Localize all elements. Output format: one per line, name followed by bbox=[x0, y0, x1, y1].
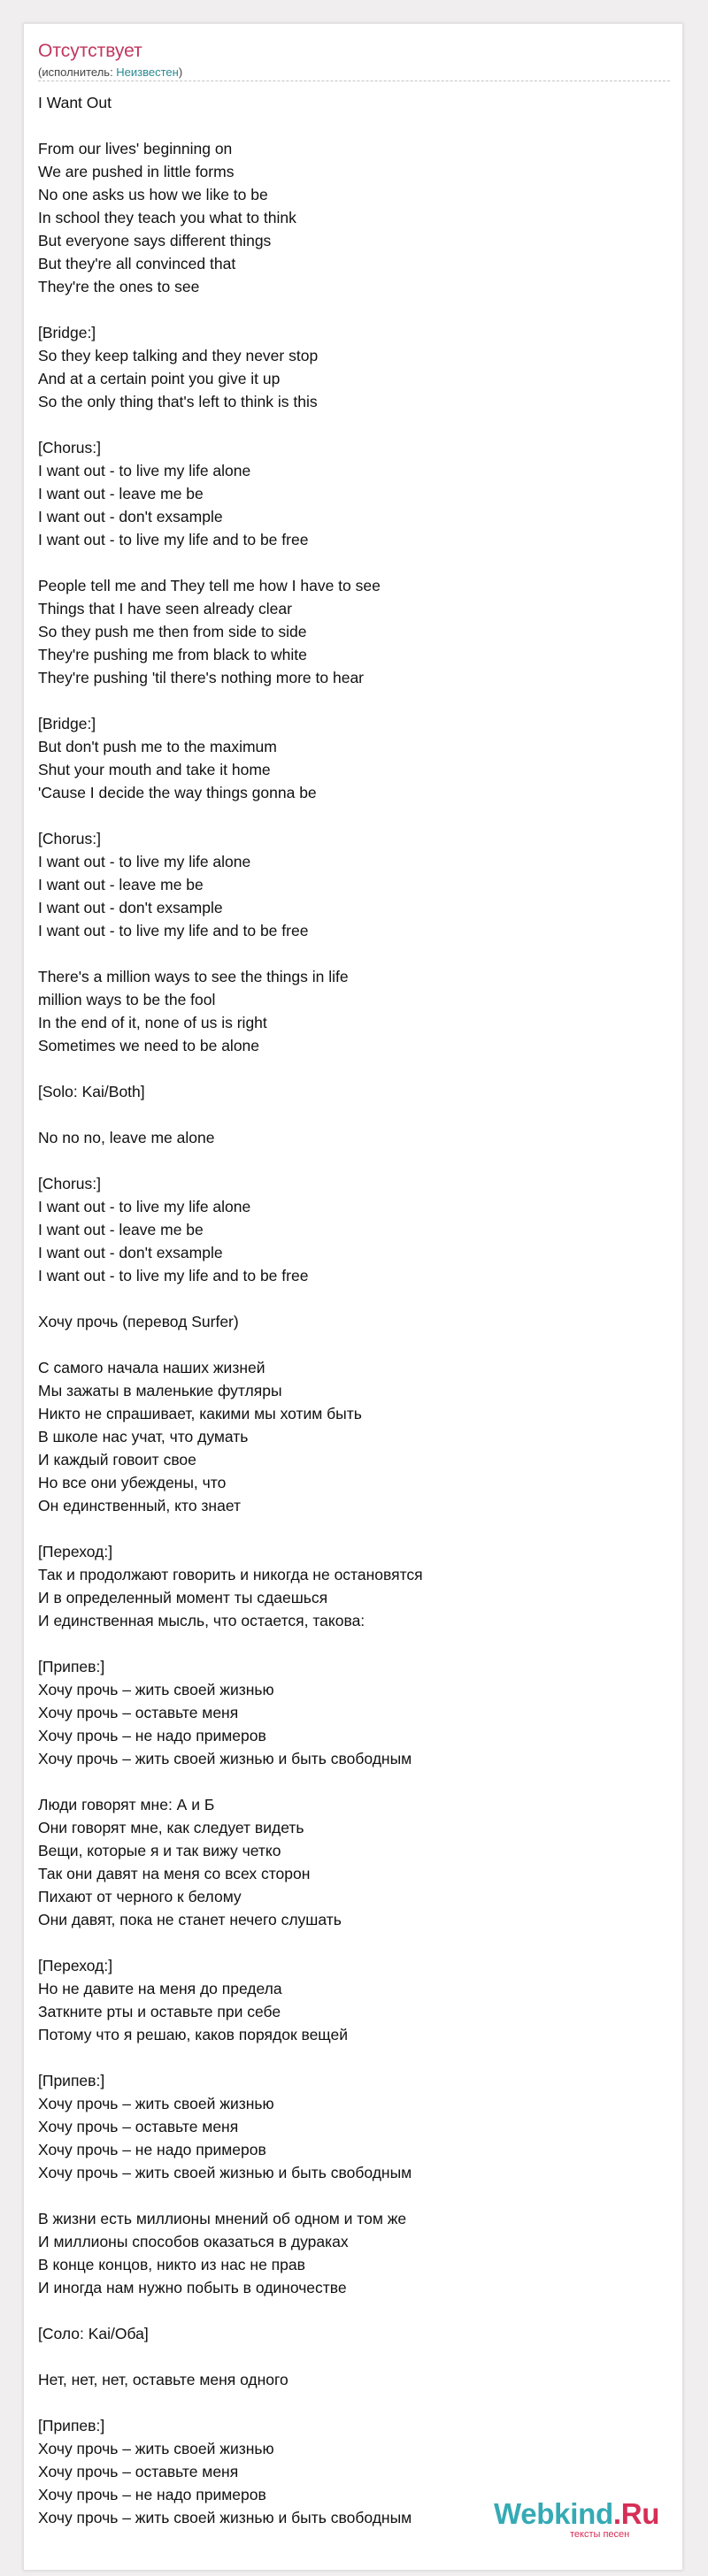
lyric-line: Хочу прочь – жить своей жизнью и быть свободным bbox=[38, 1750, 412, 1767]
song-title: Отсутствует bbox=[38, 41, 142, 61]
lyric-line: I want out - to live my life alone bbox=[38, 853, 251, 870]
lyric-line: I want out - to live my life alone bbox=[38, 462, 251, 479]
lyric-line: People tell me and They tell me how I have to see bbox=[38, 577, 381, 594]
lyric-line: И иногда нам нужно побыть в одиночестве bbox=[38, 2279, 347, 2296]
lyric-line: Они давят, пока не станет нечего слушать bbox=[38, 1911, 342, 1928]
artist-line bbox=[38, 65, 182, 80]
lyric-line: [Chorus:] bbox=[38, 439, 101, 456]
lyric-line: Things that I have seen already clear bbox=[38, 600, 292, 617]
lyric-line: Так они давят на меня со всех сторон bbox=[38, 1865, 311, 1882]
lyric-line: С самого начала наших жизней bbox=[38, 1359, 266, 1376]
lyric-blank-line bbox=[38, 2391, 670, 2414]
lyric-line: Хочу прочь – оставьте меня bbox=[38, 2463, 239, 2480]
lyric-line: И каждый говоит свое bbox=[38, 1451, 196, 1468]
lyrics-card bbox=[23, 23, 683, 2571]
webkind-logo[interactable] bbox=[494, 2496, 697, 2549]
lyric-line: No no no, leave me alone bbox=[38, 1129, 215, 1146]
lyric-line: [Припев:] bbox=[38, 1658, 105, 1675]
lyrics-text bbox=[38, 91, 670, 2529]
artist-suffix: ) bbox=[178, 65, 183, 79]
lyric-line: But they're all convinced that bbox=[38, 255, 236, 272]
lyric-line: So they keep talking and they never stop bbox=[38, 347, 319, 364]
lyric-line: From our lives' beginning on bbox=[38, 140, 233, 157]
lyric-line: Но не давите на меня до предела bbox=[38, 1980, 282, 1997]
lyric-line: I want out - to live my life alone bbox=[38, 1198, 251, 1215]
lyric-line: И миллионы способов оказаться в дураках bbox=[38, 2233, 349, 2250]
lyric-line: So they push me then from side to side bbox=[38, 623, 307, 640]
lyric-line: They're the ones to see bbox=[38, 278, 200, 295]
lyric-line: I want out - don't exsample bbox=[38, 1244, 223, 1261]
lyric-line: [Bridge:] bbox=[38, 324, 96, 341]
logo-name: Webkind bbox=[494, 2497, 613, 2530]
lyric-line: I Want Out bbox=[38, 94, 112, 111]
lyric-blank-line bbox=[38, 2184, 670, 2207]
lyric-line: Shut your mouth and take it home bbox=[38, 761, 271, 778]
lyric-line: Вещи, которые я и так вижу четко bbox=[38, 1842, 281, 1859]
lyric-line: [Chorus:] bbox=[38, 1175, 101, 1192]
lyric-line: I want out - leave me be bbox=[38, 485, 204, 502]
lyric-line: There's a million ways to see the things in life bbox=[38, 968, 349, 985]
lyric-line: In the end of it, none of us is right bbox=[38, 1014, 267, 1031]
lyric-line: And at a certain point you give it up bbox=[38, 370, 281, 387]
lyric-line: Хочу прочь (перевод Surfer) bbox=[38, 1313, 239, 1330]
lyric-line: Так и продолжают говорить и никогда не остановятся bbox=[38, 1566, 423, 1583]
lyric-blank-line bbox=[38, 413, 670, 436]
lyric-line: Хочу прочь – оставьте меня bbox=[38, 1704, 239, 1721]
lyric-blank-line bbox=[38, 804, 670, 827]
lyric-line: В жизни есть миллионы мнений об одном и том же bbox=[38, 2210, 407, 2227]
artist-link[interactable]: Неизвестен bbox=[116, 65, 179, 79]
lyric-blank-line bbox=[38, 1517, 670, 1540]
lyric-line: [Bridge:] bbox=[38, 715, 96, 732]
lyric-line: [Chorus:] bbox=[38, 830, 101, 847]
lyric-line: They're pushing 'til there's nothing more to hear bbox=[38, 669, 365, 686]
lyric-blank-line bbox=[38, 1287, 670, 1310]
lyric-line: Хочу прочь – жить своей жизнью bbox=[38, 2440, 274, 2457]
lyric-line: million ways to be the fool bbox=[38, 991, 216, 1008]
logo-tagline: тексты песен bbox=[570, 2529, 630, 2540]
lyric-line: [Переход:] bbox=[38, 1957, 113, 1974]
lyric-blank-line bbox=[38, 1057, 670, 1080]
lyric-blank-line bbox=[38, 2299, 670, 2322]
lyric-line: I want out - to live my life and to be free bbox=[38, 922, 309, 939]
lyric-line: Заткните рты и оставьте при себе bbox=[38, 2003, 281, 2020]
lyric-blank-line bbox=[38, 1103, 670, 1126]
lyric-line: I want out - leave me be bbox=[38, 1221, 204, 1238]
lyric-blank-line bbox=[38, 942, 670, 965]
logo-dot: . bbox=[612, 2497, 621, 2530]
lyric-line: Никто не спрашивает, какими мы хотим быть bbox=[38, 1405, 362, 1422]
lyric-blank-line bbox=[38, 298, 670, 321]
lyric-blank-line bbox=[38, 551, 670, 574]
lyric-line: I want out - don't exsample bbox=[38, 508, 223, 525]
lyric-line: Хочу прочь – жить своей жизнью и быть свободным bbox=[38, 2509, 412, 2526]
lyric-line: [Припев:] bbox=[38, 2417, 105, 2434]
lyric-line: I want out - to live my life and to be free bbox=[38, 1267, 309, 1284]
lyric-line: I want out - leave me be bbox=[38, 876, 204, 893]
lyric-line: But everyone says different things bbox=[38, 232, 272, 249]
lyric-blank-line bbox=[38, 2046, 670, 2069]
lyric-line: In school they teach you what to think bbox=[38, 209, 296, 226]
lyric-line: Хочу прочь – не надо примеров bbox=[38, 1727, 266, 1744]
lyric-blank-line bbox=[38, 2345, 670, 2368]
lyric-line: И единственная мысль, что остается, такова: bbox=[38, 1612, 366, 1629]
lyric-line: They're pushing me from black to white bbox=[38, 646, 307, 663]
lyric-line: Но все они убеждены, что bbox=[38, 1474, 227, 1491]
lyric-blank-line bbox=[38, 1632, 670, 1655]
lyric-line: Он единственный, кто знает bbox=[38, 1497, 241, 1514]
artist-prefix: (исполнитель: bbox=[38, 65, 117, 79]
lyric-line: No one asks us how we like to be bbox=[38, 186, 268, 203]
lyric-line: I want out - don't exsample bbox=[38, 899, 223, 916]
lyric-line: So the only thing that's left to think is this bbox=[38, 393, 318, 410]
lyric-line: [Припев:] bbox=[38, 2072, 105, 2089]
lyric-line: [Соло: Kai/Оба] bbox=[38, 2325, 149, 2342]
lyric-line: Люди говорят мне: А и Б bbox=[38, 1796, 215, 1813]
lyric-blank-line bbox=[38, 1931, 670, 1954]
lyric-line: И в определенный момент ты сдаешься bbox=[38, 1589, 328, 1606]
lyric-line: Хочу прочь – жить своей жизнью и быть свободным bbox=[38, 2164, 412, 2181]
lyric-line: I want out - to live my life and to be free bbox=[38, 531, 309, 548]
title-divider bbox=[38, 80, 670, 81]
lyric-line: В конце концов, никто из нас не прав bbox=[38, 2256, 305, 2273]
lyric-blank-line bbox=[38, 1333, 670, 1356]
lyric-line: В школе нас учат, что думать bbox=[38, 1428, 249, 1445]
lyric-blank-line bbox=[38, 1770, 670, 1793]
lyric-blank-line bbox=[38, 689, 670, 712]
lyric-line: Хочу прочь – оставьте меня bbox=[38, 2118, 239, 2135]
lyric-line: Хочу прочь – не надо примеров bbox=[38, 2486, 266, 2503]
lyric-line: Потому что я решаю, каков порядок вещей bbox=[38, 2026, 349, 2043]
lyric-line: We are pushed in little forms bbox=[38, 163, 235, 180]
lyric-line: 'Cause I decide the way things gonna be bbox=[38, 784, 317, 801]
lyric-line: Хочу прочь – жить своей жизнью bbox=[38, 1681, 274, 1698]
logo-tld: Ru bbox=[620, 2497, 660, 2530]
lyric-line: Хочу прочь – жить своей жизнью bbox=[38, 2095, 274, 2112]
lyric-line: [Solo: Kai/Both] bbox=[38, 1083, 145, 1100]
lyric-line: Sometimes we need to be alone bbox=[38, 1037, 260, 1054]
lyric-line: Нет, нет, нет, оставьте меня одного bbox=[38, 2371, 289, 2388]
lyric-line: Мы зажаты в маленькие футляры bbox=[38, 1382, 282, 1399]
lyric-line: Пихают от черного к белому bbox=[38, 1888, 242, 1905]
lyric-blank-line bbox=[38, 1149, 670, 1172]
logo-wordmark bbox=[494, 2496, 659, 2532]
lyric-line: Хочу прочь – не надо примеров bbox=[38, 2141, 266, 2158]
lyric-line: But don't push me to the maximum bbox=[38, 738, 277, 755]
lyric-blank-line bbox=[38, 114, 670, 137]
lyric-line: Они говорят мне, как следует видеть bbox=[38, 1819, 304, 1836]
lyric-line: [Переход:] bbox=[38, 1543, 113, 1560]
